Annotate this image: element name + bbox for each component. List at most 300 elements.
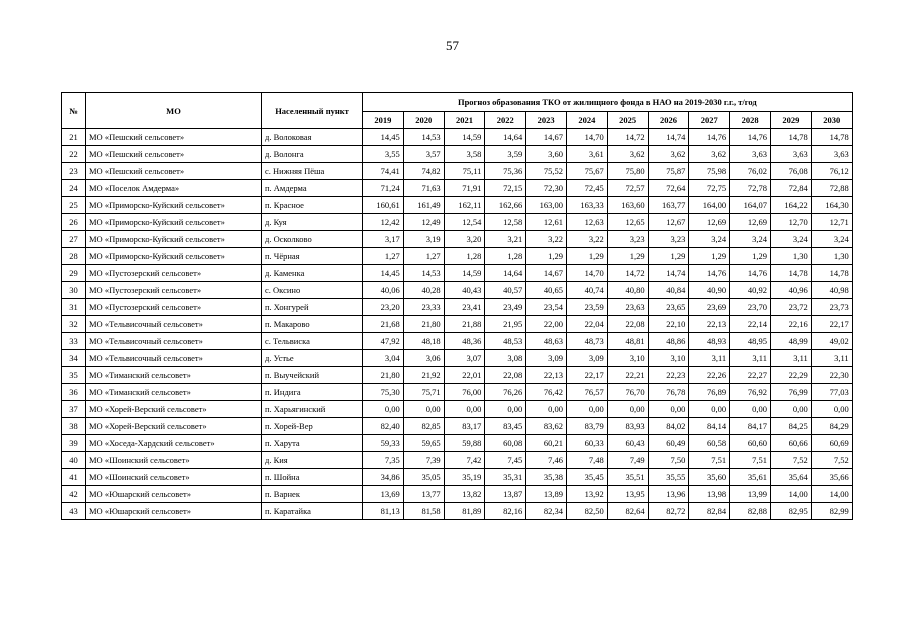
row-mo: МО «Приморско-Куйский сельсовет»	[86, 231, 262, 248]
row-number: 24	[62, 180, 86, 197]
row-place: п. Чёрная	[262, 248, 363, 265]
row-value: 35,66	[811, 469, 852, 486]
row-value: 0,00	[648, 401, 689, 418]
row-value: 0,00	[485, 401, 526, 418]
row-value: 75,30	[363, 384, 404, 401]
table-row	[62, 469, 853, 486]
row-value: 75,98	[689, 163, 730, 180]
header-row	[62, 93, 853, 112]
row-value: 74,41	[363, 163, 404, 180]
table-row	[62, 316, 853, 333]
row-value: 60,60	[730, 435, 771, 452]
row-value: 48,36	[444, 333, 485, 350]
row-value: 60,08	[485, 435, 526, 452]
row-value: 21,80	[403, 316, 444, 333]
row-place: п. Макарово	[262, 316, 363, 333]
row-value: 35,19	[444, 469, 485, 486]
row-number: 25	[62, 197, 86, 214]
row-value: 60,43	[607, 435, 648, 452]
row-value: 161,49	[403, 197, 444, 214]
row-value: 76,89	[689, 384, 730, 401]
row-mo: МО «Шоинский сельсовет»	[86, 469, 262, 486]
row-place: д. Волоковая	[262, 129, 363, 146]
row-value: 3,11	[770, 350, 811, 367]
year-header: 2026	[648, 112, 689, 129]
row-value: 84,14	[689, 418, 730, 435]
row-value: 14,70	[566, 129, 607, 146]
row-value: 22,00	[526, 316, 567, 333]
row-place: п. Харута	[262, 435, 363, 452]
row-value: 3,19	[403, 231, 444, 248]
row-value: 22,17	[811, 316, 852, 333]
row-mo: МО «Юшарский сельсовет»	[86, 503, 262, 520]
row-value: 12,65	[607, 214, 648, 231]
row-value: 7,45	[485, 452, 526, 469]
row-value: 76,26	[485, 384, 526, 401]
row-value: 35,55	[648, 469, 689, 486]
row-value: 35,38	[526, 469, 567, 486]
table-row	[62, 452, 853, 469]
table-row	[62, 435, 853, 452]
row-value: 3,23	[648, 231, 689, 248]
row-value: 60,58	[689, 435, 730, 452]
row-value: 21,80	[363, 367, 404, 384]
row-value: 59,88	[444, 435, 485, 452]
row-value: 21,68	[363, 316, 404, 333]
row-value: 14,78	[770, 129, 811, 146]
row-value: 14,00	[770, 486, 811, 503]
header-mo: МО	[86, 93, 262, 129]
table-row	[62, 265, 853, 282]
page-number: 57	[446, 38, 459, 53]
row-value: 40,43	[444, 282, 485, 299]
header-place: Населенный пункт	[262, 93, 363, 129]
row-value: 12,70	[770, 214, 811, 231]
row-number: 35	[62, 367, 86, 384]
row-value: 162,11	[444, 197, 485, 214]
table-row	[62, 384, 853, 401]
row-value: 40,84	[648, 282, 689, 299]
row-value: 83,93	[607, 418, 648, 435]
row-value: 3,22	[526, 231, 567, 248]
row-place: с. Оксино	[262, 282, 363, 299]
year-header: 2027	[689, 112, 730, 129]
row-value: 7,52	[811, 452, 852, 469]
table-row	[62, 418, 853, 435]
row-value: 72,64	[648, 180, 689, 197]
row-value: 72,15	[485, 180, 526, 197]
row-value: 23,70	[730, 299, 771, 316]
row-value: 3,09	[526, 350, 567, 367]
row-place: д. Устье	[262, 350, 363, 367]
row-value: 82,72	[648, 503, 689, 520]
row-value: 82,40	[363, 418, 404, 435]
row-value: 3,62	[648, 146, 689, 163]
row-value: 7,49	[607, 452, 648, 469]
row-value: 3,63	[770, 146, 811, 163]
table-row	[62, 248, 853, 265]
row-value: 12,58	[485, 214, 526, 231]
row-number: 27	[62, 231, 86, 248]
row-value: 82,95	[770, 503, 811, 520]
row-value: 35,51	[607, 469, 648, 486]
row-value: 76,70	[607, 384, 648, 401]
row-value: 71,63	[403, 180, 444, 197]
year-header: 2025	[607, 112, 648, 129]
row-value: 14,00	[811, 486, 852, 503]
table-row	[62, 486, 853, 503]
row-value: 3,59	[485, 146, 526, 163]
row-value: 71,24	[363, 180, 404, 197]
row-value: 3,60	[526, 146, 567, 163]
row-mo: МО «Пешский сельсовет»	[86, 146, 262, 163]
row-number: 23	[62, 163, 86, 180]
row-value: 14,76	[730, 129, 771, 146]
row-value: 35,31	[485, 469, 526, 486]
row-number: 42	[62, 486, 86, 503]
row-mo: МО «Пустозерский сельсовет»	[86, 282, 262, 299]
row-value: 35,05	[403, 469, 444, 486]
row-value: 48,63	[526, 333, 567, 350]
row-place: с. Нижняя Пёша	[262, 163, 363, 180]
row-value: 14,78	[811, 129, 852, 146]
row-place: п. Каратайка	[262, 503, 363, 520]
table-body	[62, 129, 853, 520]
row-value: 21,92	[403, 367, 444, 384]
row-value: 23,63	[607, 299, 648, 316]
row-value: 22,08	[607, 316, 648, 333]
row-value: 163,33	[566, 197, 607, 214]
row-value: 13,92	[566, 486, 607, 503]
row-value: 7,51	[689, 452, 730, 469]
row-value: 81,13	[363, 503, 404, 520]
row-value: 76,02	[730, 163, 771, 180]
row-mo: МО «Хоседа-Хардский сельсовет»	[86, 435, 262, 452]
row-value: 22,01	[444, 367, 485, 384]
row-value: 76,08	[770, 163, 811, 180]
row-value: 84,29	[811, 418, 852, 435]
row-value: 72,88	[811, 180, 852, 197]
table-row	[62, 350, 853, 367]
row-value: 3,62	[689, 146, 730, 163]
table-row	[62, 163, 853, 180]
row-value: 13,82	[444, 486, 485, 503]
row-value: 35,60	[689, 469, 730, 486]
row-value: 3,63	[730, 146, 771, 163]
row-value: 76,00	[444, 384, 485, 401]
row-value: 7,35	[363, 452, 404, 469]
row-mo: МО «Тиманский сельсовет»	[86, 384, 262, 401]
row-value: 3,22	[566, 231, 607, 248]
row-value: 7,48	[566, 452, 607, 469]
row-value: 48,93	[689, 333, 730, 350]
row-value: 163,00	[526, 197, 567, 214]
row-value: 48,81	[607, 333, 648, 350]
row-value: 14,59	[444, 265, 485, 282]
row-value: 1,27	[403, 248, 444, 265]
row-value: 3,57	[403, 146, 444, 163]
row-value: 3,09	[566, 350, 607, 367]
row-value: 12,49	[403, 214, 444, 231]
row-number: 26	[62, 214, 86, 231]
row-value: 14,45	[363, 129, 404, 146]
row-place: п. Амдерма	[262, 180, 363, 197]
row-value: 3,11	[689, 350, 730, 367]
row-value: 84,25	[770, 418, 811, 435]
row-value: 22,21	[607, 367, 648, 384]
table-row	[62, 146, 853, 163]
row-value: 0,00	[363, 401, 404, 418]
year-header: 2024	[566, 112, 607, 129]
year-header: 2021	[444, 112, 485, 129]
table-row	[62, 231, 853, 248]
row-value: 14,76	[689, 265, 730, 282]
row-place: д. Волонга	[262, 146, 363, 163]
row-value: 22,27	[730, 367, 771, 384]
row-value: 76,12	[811, 163, 852, 180]
row-value: 82,16	[485, 503, 526, 520]
row-value: 34,86	[363, 469, 404, 486]
row-number: 40	[62, 452, 86, 469]
header-num: №	[62, 93, 86, 129]
row-place: п. Хорей-Вер	[262, 418, 363, 435]
row-value: 14,64	[485, 129, 526, 146]
row-number: 21	[62, 129, 86, 146]
row-value: 23,54	[526, 299, 567, 316]
row-value: 1,27	[363, 248, 404, 265]
row-value: 3,08	[485, 350, 526, 367]
row-value: 77,03	[811, 384, 852, 401]
row-value: 0,00	[770, 401, 811, 418]
row-value: 164,22	[770, 197, 811, 214]
row-value: 40,28	[403, 282, 444, 299]
row-mo: МО «Приморско-Куйский сельсовет»	[86, 197, 262, 214]
row-value: 49,02	[811, 333, 852, 350]
row-value: 3,61	[566, 146, 607, 163]
row-value: 40,92	[730, 282, 771, 299]
row-value: 75,36	[485, 163, 526, 180]
row-value: 164,07	[730, 197, 771, 214]
row-value: 21,88	[444, 316, 485, 333]
year-header: 2029	[770, 112, 811, 129]
row-value: 76,78	[648, 384, 689, 401]
row-mo: МО «Хорей-Верский сельсовет»	[86, 418, 262, 435]
table-row	[62, 180, 853, 197]
row-value: 3,23	[607, 231, 648, 248]
row-value: 163,60	[607, 197, 648, 214]
row-value: 40,74	[566, 282, 607, 299]
row-value: 23,41	[444, 299, 485, 316]
row-place: с. Тельвиска	[262, 333, 363, 350]
row-number: 32	[62, 316, 86, 333]
row-value: 22,13	[689, 316, 730, 333]
row-value: 74,82	[403, 163, 444, 180]
row-value: 3,10	[607, 350, 648, 367]
row-value: 59,65	[403, 435, 444, 452]
row-value: 23,73	[811, 299, 852, 316]
row-value: 40,06	[363, 282, 404, 299]
row-number: 36	[62, 384, 86, 401]
row-place: п. Варнек	[262, 486, 363, 503]
row-value: 71,91	[444, 180, 485, 197]
row-value: 40,98	[811, 282, 852, 299]
row-mo: МО «Приморско-Куйский сельсовет»	[86, 214, 262, 231]
row-value: 14,74	[648, 265, 689, 282]
row-place: д. Кия	[262, 452, 363, 469]
row-value: 22,10	[648, 316, 689, 333]
row-value: 12,61	[526, 214, 567, 231]
row-value: 72,57	[607, 180, 648, 197]
row-value: 0,00	[566, 401, 607, 418]
row-value: 3,58	[444, 146, 485, 163]
row-value: 3,04	[363, 350, 404, 367]
row-value: 22,13	[526, 367, 567, 384]
row-number: 30	[62, 282, 86, 299]
row-value: 40,90	[689, 282, 730, 299]
row-value: 48,99	[770, 333, 811, 350]
table-row	[62, 367, 853, 384]
row-value: 3,11	[811, 350, 852, 367]
row-value: 3,20	[444, 231, 485, 248]
row-value: 60,49	[648, 435, 689, 452]
row-number: 29	[62, 265, 86, 282]
row-mo: МО «Тельвисочный сельсовет»	[86, 333, 262, 350]
year-header: 2023	[526, 112, 567, 129]
row-value: 3,10	[648, 350, 689, 367]
row-value: 35,64	[770, 469, 811, 486]
row-value: 83,45	[485, 418, 526, 435]
row-value: 22,23	[648, 367, 689, 384]
row-number: 39	[62, 435, 86, 452]
row-value: 76,92	[730, 384, 771, 401]
row-value: 72,75	[689, 180, 730, 197]
row-mo: МО «Пустозерский сельсовет»	[86, 299, 262, 316]
row-value: 14,76	[730, 265, 771, 282]
row-value: 0,00	[403, 401, 444, 418]
row-number: 33	[62, 333, 86, 350]
row-value: 7,39	[403, 452, 444, 469]
year-header: 2019	[363, 112, 404, 129]
row-value: 22,17	[566, 367, 607, 384]
row-value: 83,62	[526, 418, 567, 435]
row-value: 14,67	[526, 265, 567, 282]
row-value: 0,00	[444, 401, 485, 418]
row-value: 82,85	[403, 418, 444, 435]
row-place: п. Харьягинский	[262, 401, 363, 418]
row-value: 164,00	[689, 197, 730, 214]
row-place: п. Шойна	[262, 469, 363, 486]
row-place: п. Индига	[262, 384, 363, 401]
row-number: 28	[62, 248, 86, 265]
header-forecast: Прогноз образования ТКО от жилищного фонда в НАО на 2019-2030 г.г., т/год	[363, 93, 853, 112]
row-value: 160,61	[363, 197, 404, 214]
row-value: 0,00	[526, 401, 567, 418]
row-value: 14,72	[607, 265, 648, 282]
row-value: 14,78	[811, 265, 852, 282]
row-value: 3,63	[811, 146, 852, 163]
row-value: 163,77	[648, 197, 689, 214]
row-value: 75,11	[444, 163, 485, 180]
row-value: 35,45	[566, 469, 607, 486]
row-value: 48,53	[485, 333, 526, 350]
row-value: 47,92	[363, 333, 404, 350]
row-value: 3,24	[689, 231, 730, 248]
row-place: п. Красное	[262, 197, 363, 214]
row-value: 14,74	[648, 129, 689, 146]
row-value: 23,33	[403, 299, 444, 316]
table-row	[62, 129, 853, 146]
table-row	[62, 401, 853, 418]
row-value: 1,30	[811, 248, 852, 265]
row-value: 7,50	[648, 452, 689, 469]
row-number: 31	[62, 299, 86, 316]
row-value: 72,84	[770, 180, 811, 197]
row-value: 1,29	[689, 248, 730, 265]
row-value: 14,78	[770, 265, 811, 282]
row-value: 12,71	[811, 214, 852, 231]
row-value: 13,96	[648, 486, 689, 503]
row-value: 22,30	[811, 367, 852, 384]
row-value: 75,67	[566, 163, 607, 180]
row-mo: МО «Приморско-Куйский сельсовет»	[86, 248, 262, 265]
row-value: 13,95	[607, 486, 648, 503]
row-value: 22,08	[485, 367, 526, 384]
row-value: 23,65	[648, 299, 689, 316]
row-value: 1,29	[566, 248, 607, 265]
row-value: 0,00	[730, 401, 771, 418]
row-value: 23,20	[363, 299, 404, 316]
row-value: 23,69	[689, 299, 730, 316]
year-header: 2030	[811, 112, 852, 129]
row-value: 82,64	[607, 503, 648, 520]
row-value: 35,61	[730, 469, 771, 486]
row-value: 14,59	[444, 129, 485, 146]
row-value: 60,33	[566, 435, 607, 452]
row-value: 22,16	[770, 316, 811, 333]
row-value: 76,42	[526, 384, 567, 401]
row-number: 22	[62, 146, 86, 163]
row-mo: МО «Шоинский сельсовет»	[86, 452, 262, 469]
row-place: п. Выучейский	[262, 367, 363, 384]
row-place: д. Куя	[262, 214, 363, 231]
tko-forecast-table	[61, 92, 853, 520]
row-value: 14,64	[485, 265, 526, 282]
year-header: 2028	[730, 112, 771, 129]
row-number: 34	[62, 350, 86, 367]
row-mo: МО «Тельвисочный сельсовет»	[86, 316, 262, 333]
year-header: 2022	[485, 112, 526, 129]
row-value: 48,18	[403, 333, 444, 350]
row-value: 48,73	[566, 333, 607, 350]
row-value: 22,29	[770, 367, 811, 384]
row-number: 41	[62, 469, 86, 486]
row-value: 3,24	[730, 231, 771, 248]
row-value: 1,29	[648, 248, 689, 265]
row-value: 3,17	[363, 231, 404, 248]
row-value: 83,17	[444, 418, 485, 435]
row-place: п. Хонгурей	[262, 299, 363, 316]
row-value: 60,66	[770, 435, 811, 452]
row-value: 7,52	[770, 452, 811, 469]
row-value: 12,42	[363, 214, 404, 231]
row-value: 81,58	[403, 503, 444, 520]
row-value: 162,66	[485, 197, 526, 214]
row-number: 38	[62, 418, 86, 435]
row-value: 13,87	[485, 486, 526, 503]
row-value: 82,34	[526, 503, 567, 520]
row-value: 13,77	[403, 486, 444, 503]
row-value: 82,99	[811, 503, 852, 520]
